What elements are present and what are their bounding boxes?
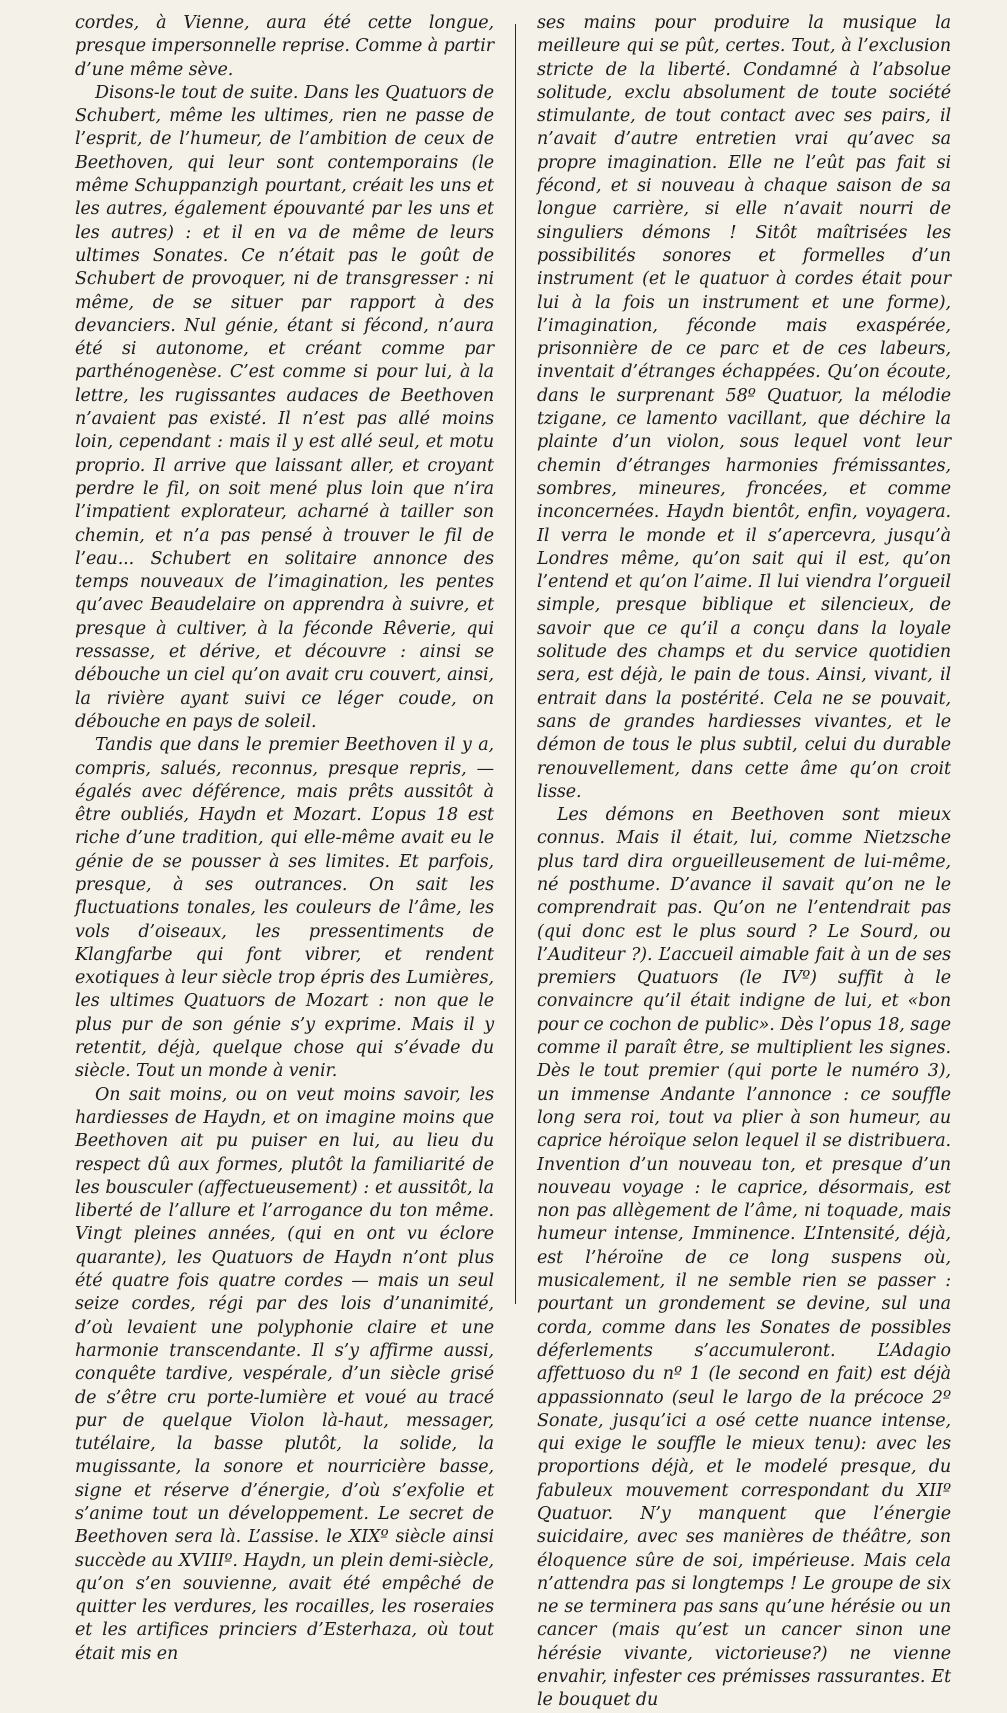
column-divider <box>515 24 516 1304</box>
paragraph: Les démons en Beethoven sont mieux connus. Mais il était, lui, comme Nietzsche plus tard dira orgueilleusement de lui-même, né posthume. D’avance il savait qu’on ne le comprendrait pas. Qu’on ne l’entendrait pas (qui donc est le plus sourd ? Le Sourd, ou l’Auditeur ?). L’accueil aimable fait à un de ses premiers Quatuors (le IVº) suffit à le convaincre qu’il était indigne de lui, et «bon pour ce cochon de public». Dès l’opus 18, sage comme il paraît être, se multiplient les signes. Dès le tout premier (qui porte le numéro 3), un immense Andante l’annonce : ce souffle long sera roi, tout va plier à son humeur, au caprice héroïque selon lequel il se distribuera. Invention d’un nouveau ton, et presque d’un nouveau voyage : le caprice, désormais, est non pas allègement de l’âme, ni toquade, mais humeur intense, Imminence. L’Intensité, déjà, est l’héroïne de ce long suspens où, musicalement, il ne semble rien se passer : pourtant un grondement se devine, sul una corda, comme dans les Sonates de possibles déferlements s’accumuleront. L’Adagio affettuoso du nº 1 (le second en fait) est déjà appassionnato (seul le largo de la précoce 2º Sonate, jusqu’ici a osé cette nuance intense, qui exige le souffle le mieux tenu): avec les proportions déjà, et le modelé presque, du fabuleux mouvement correspondant du XIIº Quatuor. N’y manquent que l’énergie suicidaire, avec ses manières de théâtre, son éloquence sûre de soi, impérieuse. Mais cela n’attendra pas si longtemps ! Le groupe de six ne se terminera pas sans qu’une hérésie ou un cancer (mais qu’est un cancer sinon une hérésie vivante, victorieuse?) ne vienne envahir, infester ces prémisses rassurantes. Et le bouquet du <box>537 805 951 1711</box>
paragraph: On sait moins, ou on veut moins savoir, les hardiesses de Haydn, et on imagine moins que Beethoven ait pu puiser en lui, au lieu du respect dû aux formes, plutôt la familiarité de les bousculer (affectueusement) : et aussitôt, la liberté de l’allure et l’arrogance du ton même. Vingt pleines années, (qui en ont vu éclore quarante), les Quatuors de Haydn n’ont plus été quatre fois quatre cordes — mais un seul seize cordes, régi par des lois d’unanimité, d’où levaient une polyphonie claire et une harmonie transcendante. Il s’y affirme aussi, conquête tardive, vespérale, d’un siècle grisé de s’être cru porte-lumière et voué au tracé pur de quelque Violon là-haut, messager, tutélaire, la basse plutôt, la solide, la mugissante, la sonore et nourricière basse, signe et réserve d’énergie, d’où s’exfolie et s’anime tout un développement. Le secret de Beethoven sera là. L’assise. le XIXº siècle ainsi succède au XVIIIº. Haydn, un plein demi-siècle, qu’on s’en souvienne, avait été empêché de quitter les verdures, les rocailles, les roseraies et les artifices princiers d’Esterhaza, où tout était mis en <box>75 1084 494 1664</box>
paragraph: Tandis que dans le premier Beethoven il y a, compris, salués, reconnus, presque repris, — égalés avec déférence, mais prêts aussitôt à être oubliés, Haydn et Mozart. L’opus 18 est riche d’une tradition, qui elle-même avait eu le génie de se pousser à ses limites. Et parfois, presque, à ses outrances. On sait les fluctuations tonales, les couleurs de l’âme, les vols d’oiseaux, les pressentiments de Klangfarbe qui font vibrer, et rendent exotiques à leur siècle trop épris des Lumières, les ultimes Quatuors de Mozart : non que le plus pur de son génie s’y exprime. Mais il y retentit, déjà, quelque chose qui s’évade du siècle. Tout un monde à venir. <box>75 735 494 1082</box>
paragraph: Disons-le tout de suite. Dans les Quatuors de Schubert, même les ultimes, rien ne passe de l’esprit, de l’humeur, de l’ambition de ceux de Beethoven, qui leur sont contemporains (le même Schuppanzigh pourtant, créait les uns et les autres, également épouvanté par les uns et les autres) : et il en va de même de leurs ultimes Sonates. Ce n’était pas le goût de Schubert de provoquer, ni de transgresser : ni même, de se situer par rapport à des devanciers. Nul génie, étant si fécond, n’aura été si autonome, et créant comme par parthénogenèse. C’est comme si pour lui, à la lettre, les rugissantes audaces de Beethoven n’avaient pas existé. Il n’est pas allé moins loin, cependant : mais il y est allé seul, et motu proprio. Il arrive que laissant aller, et croyant perdre le fil, on soit mené plus loin que n’ira l’impatient explorateur, acharné à tailler son chemin, et n’a pas pensé à trouver le fil de l’eau... Schubert en solitaire annonce des temps nouveaux de l’imagination, les pentes qu’avec Beaudelaire on apprendra à suivre, et presque à cultiver, à la féconde Rêverie, qui ressasse, et dérive, et découvre : ainsi se débouche un ciel qu’on avait cru couvert, ainsi, la rivière ayant suivi ce léger coude, on débouche en pays de soleil. <box>75 82 494 732</box>
left-text-column <box>75 12 494 1666</box>
paragraph: cordes, à Vienne, aura été cette longue, presque impersonnelle reprise. Comme à partir d’une même sève. <box>75 13 494 80</box>
paragraph: ses mains pour produire la musique la meilleure qui se pût, certes. Tout, à l’exclusion stricte de la liberté. Condamné à l’absolue solitude, exclu absolument de toute société stimulante, de tout contact avec ses pairs, il n’avait d’autre entretien vrai qu’avec sa propre imagination. Elle ne l’eût pas fait si fécond, et si nouveau à chaque saison de sa longue carrière, si elle n’avait nourri de singuliers démons ! Sitôt maîtrisées les possibilités sonores et formelles d’un instrument (et le quatuor à cordes était pour lui à la fois un instrument et une forme), l’imagination, féconde mais exaspérée, prisonnière de ce parc et de ces labeurs, inventait d’étranges échappées. Qu’on écoute, dans le surprenant 58º Quatuor, la mélodie tzigane, ce lamento vacillant, que déchire la plainte d’un violon, sous lequel vont leur chemin d’étranges harmonies frémissantes, sombres, mineures, froncées, et comme inconcernées. Haydn bientôt, enfin, voyagera. Il verra le monde et il s’apercevra, jusqu’à Londres même, qu’on sait qui il est, qu’on l’entend et qu’on l’aime. Il lui viendra l’orgueil simple, presque biblique et silencieux, de savoir que ce qu’il a conçu dans la loyale solitude des champs et du service quotidien sera, est déjà, le pain de tous. Ainsi, vivant, il entrait dans la postérité. Cela ne se pouvait, sans de grandes hardiesses vivantes, et le démon de tous le plus subtil, celui du durable renouvellement, dans cette âme qu’on croit lisse. <box>537 13 951 802</box>
right-text-column <box>537 12 951 1713</box>
